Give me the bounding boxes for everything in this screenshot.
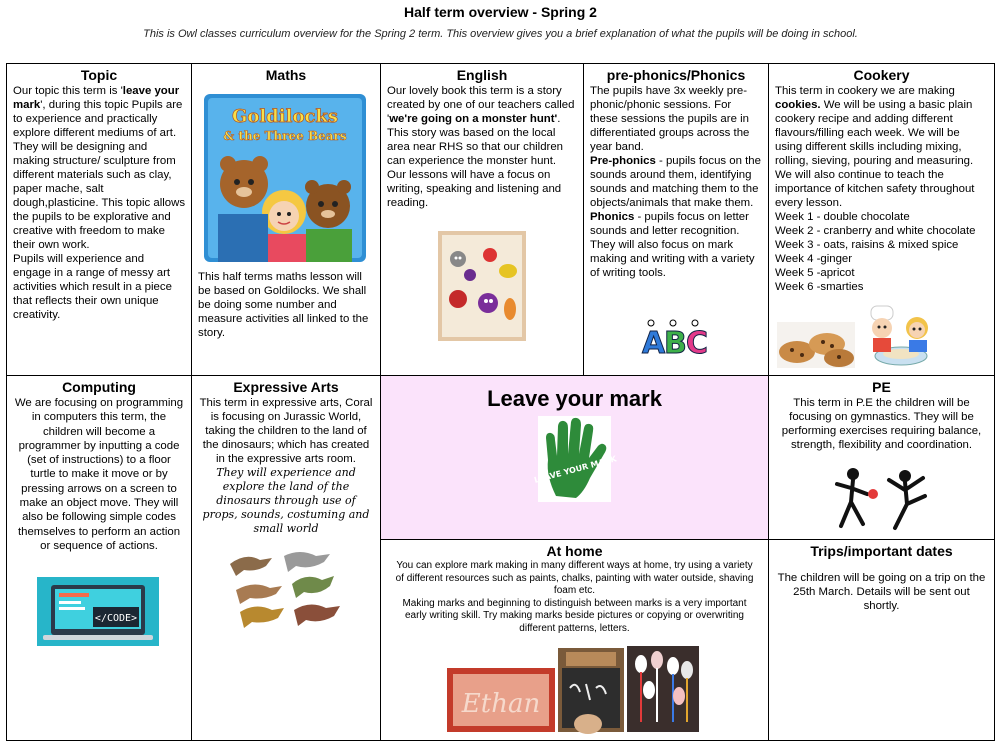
maths-heading: Maths: [265, 67, 307, 83]
phonics-body: [590, 84, 762, 280]
abc-letter-a: A: [642, 326, 666, 361]
trips-text: The children will be going on a trip on the 25th March. Details will be sent out shortly.: [777, 572, 986, 612]
page-title: Half term overview - Spring 2: [404, 4, 597, 20]
phonics-main: Phonics - pupils focus on letter sounds and letter recognition. They will also focus on mark making and writing with a variety of writing tools.: [590, 211, 755, 279]
leave-your-mark-cell: [380, 375, 769, 540]
pe-text: This term in P.E the children will be focusing on gymnastics. They will be performing exercises requiring balance, strength, flexibility and coordination.: [781, 397, 982, 451]
cookies-image: [777, 322, 855, 368]
cookery-week-5: Week 5 -apricot: [775, 267, 855, 279]
at-home-paragraph-2: Making marks and beginning to distinguish between marks is a very important early writing skill. Try making marks beside pictures or copying or overwriting different patterns, letters.: [402, 597, 747, 634]
maths-cell: [191, 63, 381, 376]
expressive-arts-heading: Expressive Arts: [233, 379, 339, 395]
gymnastics-silhouette-image: [833, 466, 933, 534]
computing-text: We are focusing on programming in computers this term, the children will become a programmer by inputting a code (set of instructions) to a floor turtle to make it move or by pressing arrows on a screen to make an object move. They will also be following simple codes themselves to perform an action or sequence of actions.: [14, 397, 184, 552]
topic-cell: [6, 63, 192, 376]
cookery-week-4: Week 4 -ginger: [775, 253, 853, 265]
goldilocks-book-image: [204, 94, 366, 262]
trips-cell: [768, 539, 995, 741]
handprint-logo-image: [533, 416, 618, 502]
english-heading: English: [456, 67, 508, 83]
topic-body: [13, 84, 185, 322]
phonics-pre: Pre-phonics - pupils focus on the sounds around them, identifying sounds and matching them to the objects/animals that make them.: [590, 155, 761, 209]
phonics-cell: [583, 63, 769, 376]
leave-your-mark-heading: Leave your mark: [487, 386, 662, 411]
pe-heading: PE: [872, 379, 891, 395]
trips-body: [775, 571, 988, 613]
topic-heading: Topic: [80, 67, 118, 83]
book-title-line1: Goldilocks: [231, 106, 339, 127]
abc-letter-b: B: [664, 326, 687, 361]
maths-body: [198, 270, 376, 340]
code-label: </CODE>: [94, 613, 138, 624]
cookery-week-3: Week 3 - oats, raisins & mixed spice: [775, 239, 959, 251]
cookery-heading: Cookery: [853, 67, 910, 83]
cookery-week-2: Week 2 - cranberry and white chocolate: [775, 225, 976, 237]
abc-image: [640, 319, 710, 359]
phonics-heading: pre-phonics/Phonics: [606, 67, 746, 83]
cookery-week-1: Week 1 - double chocolate: [775, 211, 910, 223]
pe-body: [775, 396, 988, 452]
expressive-arts-text: This term in expressive arts, Coral is focusing on Jurassic World, taking the children to the land of the dinosaurs; which has created in the expressive arts room.: [199, 397, 373, 465]
trips-heading: Trips/important dates: [810, 543, 953, 559]
at-home-heading: At home: [546, 543, 603, 559]
book-title-line2: & the Three Bears: [223, 129, 347, 143]
dinosaurs-image: [226, 546, 350, 630]
expressive-arts-body: [198, 396, 374, 536]
english-body: [387, 84, 577, 210]
expressive-arts-cell: [191, 375, 381, 741]
at-home-cell: [380, 539, 769, 741]
abc-letter-c: C: [686, 326, 709, 361]
kids-cooking-image: [865, 304, 937, 368]
topic-paragraph-1: Our topic this term is 'leave your mark', during this topic Pupils are to experience and practically explore different mediums of art. They will be designing and making structure/ sculpture from different materials such as clay, paper mache, salt dough,plasticine. This topic allows the pupils to be explorative and creative with freedom to make their own work.: [13, 85, 186, 251]
cookery-text: This term in cookery we are making cookies. We will be using a basic plain cookery recipe and adding different flavours/filling each week. We will be using different skills including mixing, rolling, sieving, pouring and measuring. We will also continue to teach the importance of kitchen safety throughout every lesson.: [775, 85, 975, 209]
cookery-week-6: Week 6 -smarties: [775, 281, 864, 293]
chalkboard-image: [558, 648, 624, 732]
sand-tray-text: Ethan: [461, 689, 541, 719]
at-home-paragraph-1: You can explore mark making in many different ways at home, try using a variety of different resources such as paints, chalks, painting with water outside, shaving foam etc.: [395, 560, 754, 596]
phonics-intro: The pupils have 3x weekly pre-phonic/phonic sessions. For these sessions the pupils are in differentiated groups across the year band.: [590, 85, 750, 153]
maths-text: This half terms maths lesson will be based on Goldilocks. We shall be doing some number and measure activities all linked to the story.: [198, 271, 369, 339]
topic-paragraph-2: Pupils will experience and engage in a range of messy art activities which result in a piece that reflects their own unique creativity.: [13, 253, 172, 321]
paint-spatulas-image: [627, 646, 699, 732]
page-subtitle: This is Owl classes curriculum overview for the Spring 2 term. This overview gives you a brief explanation of what the pupils will be doing in school.: [143, 28, 858, 40]
english-cell: [380, 63, 584, 376]
code-screen-image: [37, 577, 159, 646]
expressive-arts-hand-text: They will experience and explore the land of the dinosaurs through use of props, sounds, costuming and small world: [202, 466, 370, 535]
english-text: Our lovely book this term is a story created by one of our teachers called 'we're going on a monster hunt'. This story was based on the local area near RHS so that our children can experience the monster hunt. Our lessons will have a focus on writing, speaking and listening and reading.: [387, 85, 575, 209]
computing-cell: [6, 375, 192, 741]
cookery-body: [775, 84, 988, 294]
cookery-cell: [768, 63, 995, 376]
sand-tray-image: [447, 668, 555, 732]
logo-text: LEAVE YOUR MARK: [533, 454, 618, 485]
monster-drawing-image: [438, 231, 526, 341]
computing-heading: Computing: [62, 379, 136, 395]
at-home-body: [391, 560, 758, 635]
pe-cell: [768, 375, 995, 540]
computing-body: [13, 396, 185, 553]
